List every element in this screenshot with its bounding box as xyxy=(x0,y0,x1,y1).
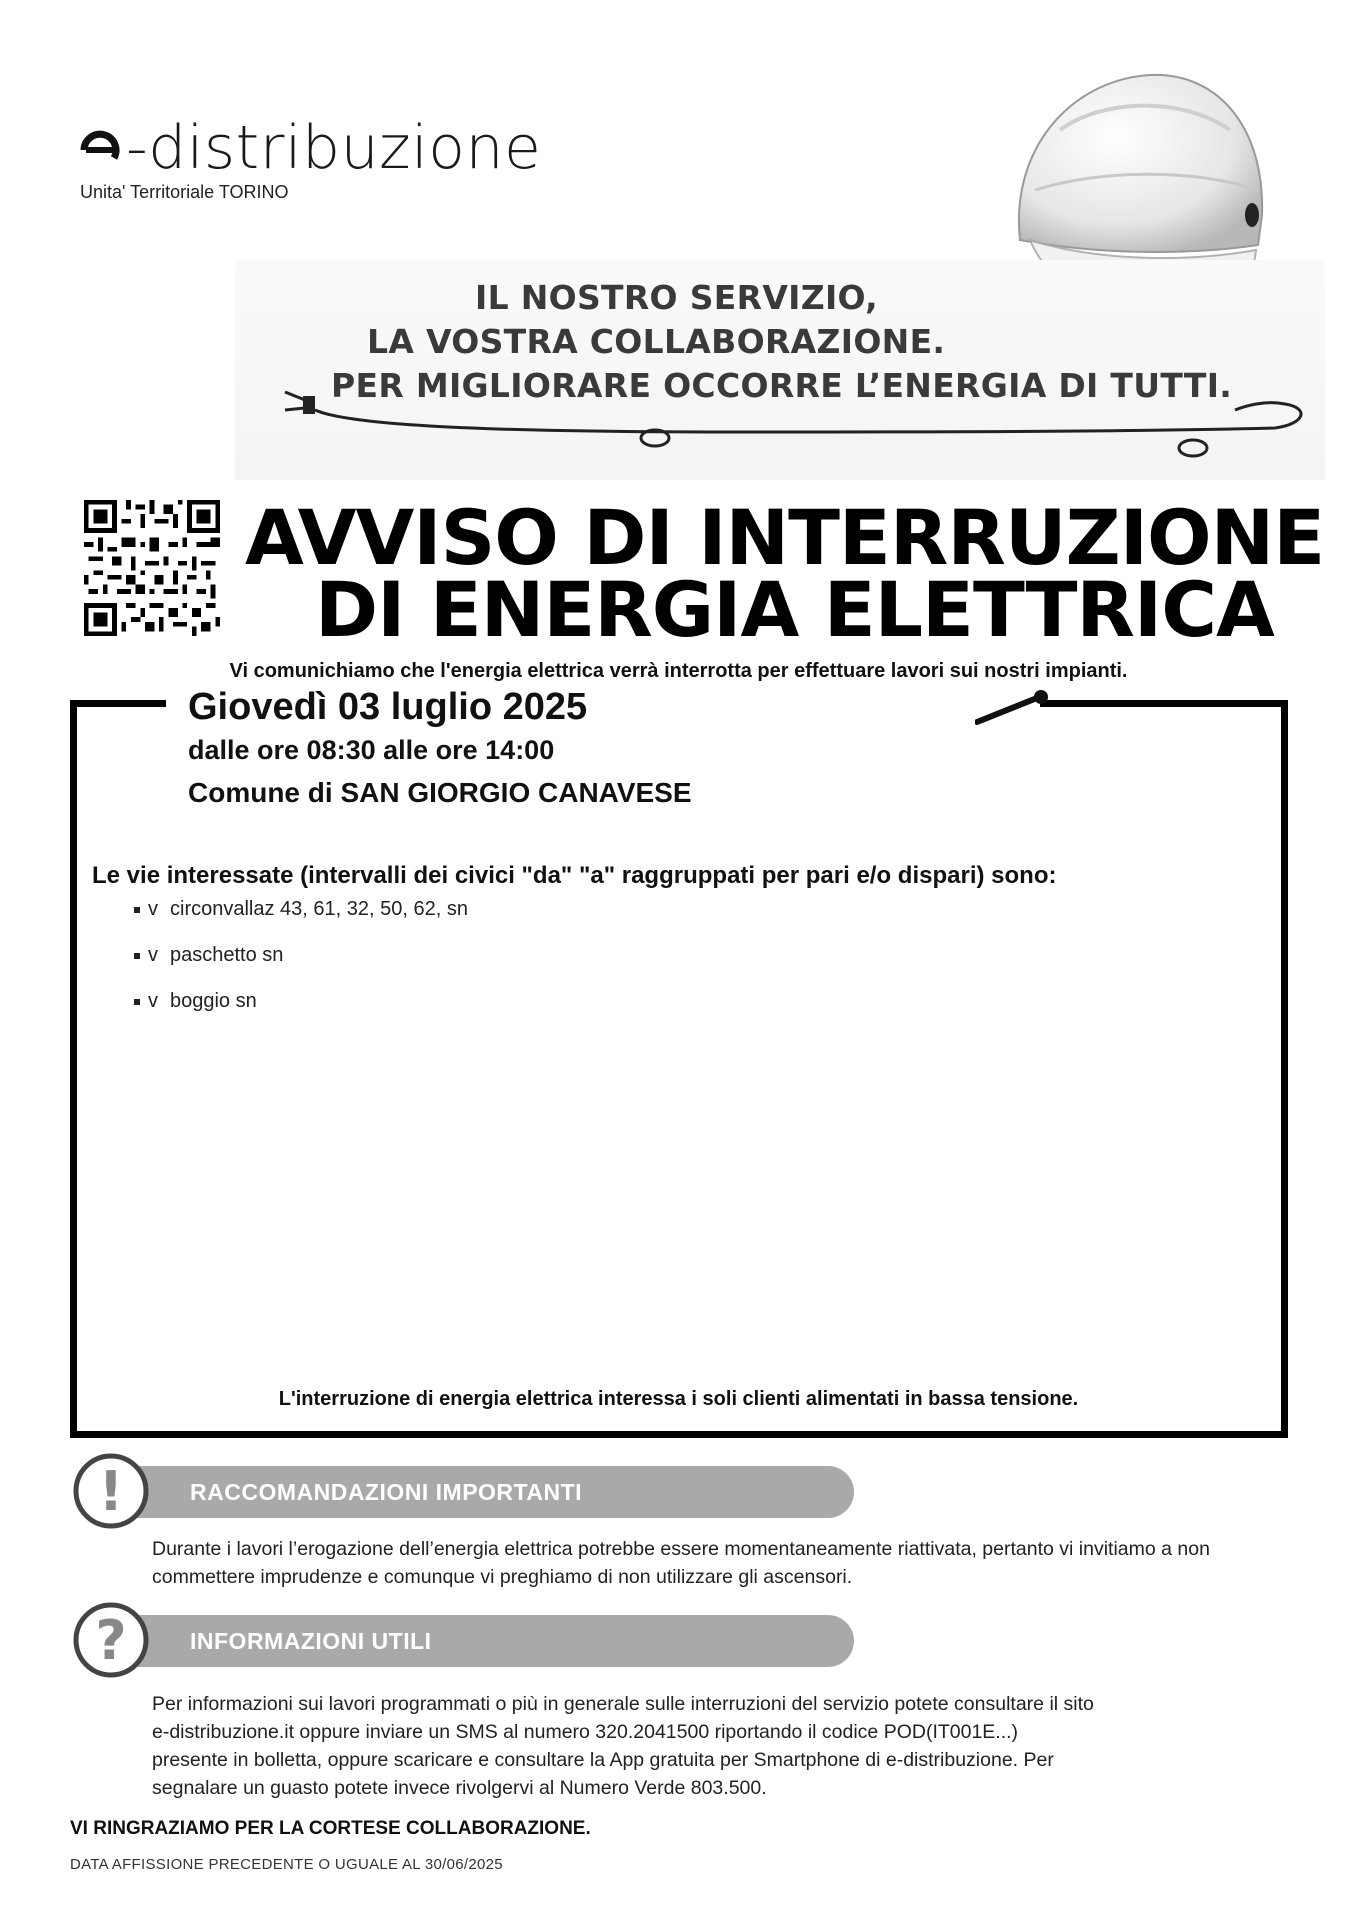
power-cable-icon xyxy=(975,688,1055,728)
useful-info-line: e-distribuzione.it oppure inviare un SMS al numero 320.2041500 riportando il codice POD(IT001E...) xyxy=(152,1721,1019,1743)
slogan-banner xyxy=(235,260,1325,480)
list-item xyxy=(134,990,257,1013)
street-prefix: v xyxy=(148,990,158,1012)
posting-date: DATA AFFISSIONE PRECEDENTE O UGUALE AL 30/06/2025 xyxy=(70,1856,503,1873)
outage-date: Giovedì 03 luglio 2025 xyxy=(188,686,588,728)
svg-text:!: ! xyxy=(98,1460,124,1523)
main-title-line-1: AVVISO DI INTERRUZIONE xyxy=(245,493,1325,582)
street-name: boggio sn xyxy=(170,990,257,1012)
low-voltage-note: L'interruzione di energia elettrica interessa i soli clienti alimentati in bassa tensione. xyxy=(278,1388,1079,1410)
street-name: circonvallaz 43, 61, 32, 50, 62, sn xyxy=(170,898,468,920)
intro-text: Vi comunichiamo che l'energia elettrica verrà interrotta per effettuare lavori sui nostri impianti. xyxy=(229,660,1128,682)
slogan-line-3: PER MIGLIORARE OCCORRE L’ENERGIA DI TUTTI. xyxy=(331,366,1233,405)
recommendations-text: Durante i lavori l’erogazione dell’energia elettrica potrebbe essere momentaneamente riattivata, pertanto vi invitiamo a non commettere imprudenze e comunque vi preghiamo di non utilizzare gli ascensori. xyxy=(152,1538,1210,1588)
question-icon xyxy=(72,1601,150,1679)
outage-comune: Comune di SAN GIORGIO CANAVESE xyxy=(188,777,692,808)
main-title-line-2: DI ENERGIA ELETTRICA xyxy=(315,565,1274,654)
useful-info-text xyxy=(152,1690,1282,1802)
recommendations-title: RACCOMANDAZIONI IMPORTANTI xyxy=(190,1479,583,1505)
bullet-icon xyxy=(134,999,140,1005)
useful-info-line: segnalare un guasto potete invece rivolgervi al Numero Verde 803.500. xyxy=(152,1777,767,1799)
useful-info-line: presente in bolletta, oppure scaricare e consultare la App gratuita per Smartphone di e-distribuzione. Per xyxy=(152,1749,1054,1771)
thanks-text: VI RINGRAZIAMO PER LA CORTESE COLLABORAZIONE. xyxy=(70,1818,591,1839)
useful-info-title: INFORMAZIONI UTILI xyxy=(190,1628,432,1654)
svg-text:?: ? xyxy=(95,1609,127,1672)
qr-code-icon xyxy=(84,500,220,636)
territorial-unit: Unita' Territoriale TORINO xyxy=(80,182,289,202)
slogan-line-1: IL NOSTRO SERVIZIO, xyxy=(475,278,879,317)
useful-info-line: Per informazioni sui lavori programmati o più in generale sulle interruzioni del servizio potete consultare il sito xyxy=(152,1693,1094,1715)
box-top-border-right xyxy=(1040,700,1288,707)
streets-header: Le vie interessate (intervalli dei civici "da" "a" raggruppati per pari e/o dispari) sono: xyxy=(92,862,1057,889)
outage-time: dalle ore 08:30 alle ore 14:00 xyxy=(188,735,555,765)
street-prefix: v xyxy=(148,944,158,966)
bullet-icon xyxy=(134,907,140,913)
street-prefix: v xyxy=(148,898,158,920)
exclamation-icon xyxy=(72,1452,150,1530)
street-name: paschetto sn xyxy=(170,944,284,966)
logo-text: -distribuzione xyxy=(126,113,542,183)
box-top-border-left xyxy=(70,700,166,707)
notice-box xyxy=(70,700,1288,1438)
power-cable-icon xyxy=(235,260,1325,480)
slogan-line-2: LA VOSTRA COLLABORAZIONE. xyxy=(367,322,946,361)
list-item xyxy=(134,944,283,967)
bullet-icon xyxy=(134,953,140,959)
company-logo xyxy=(78,113,542,183)
list-item xyxy=(134,898,468,921)
e-logo-icon xyxy=(78,126,122,170)
